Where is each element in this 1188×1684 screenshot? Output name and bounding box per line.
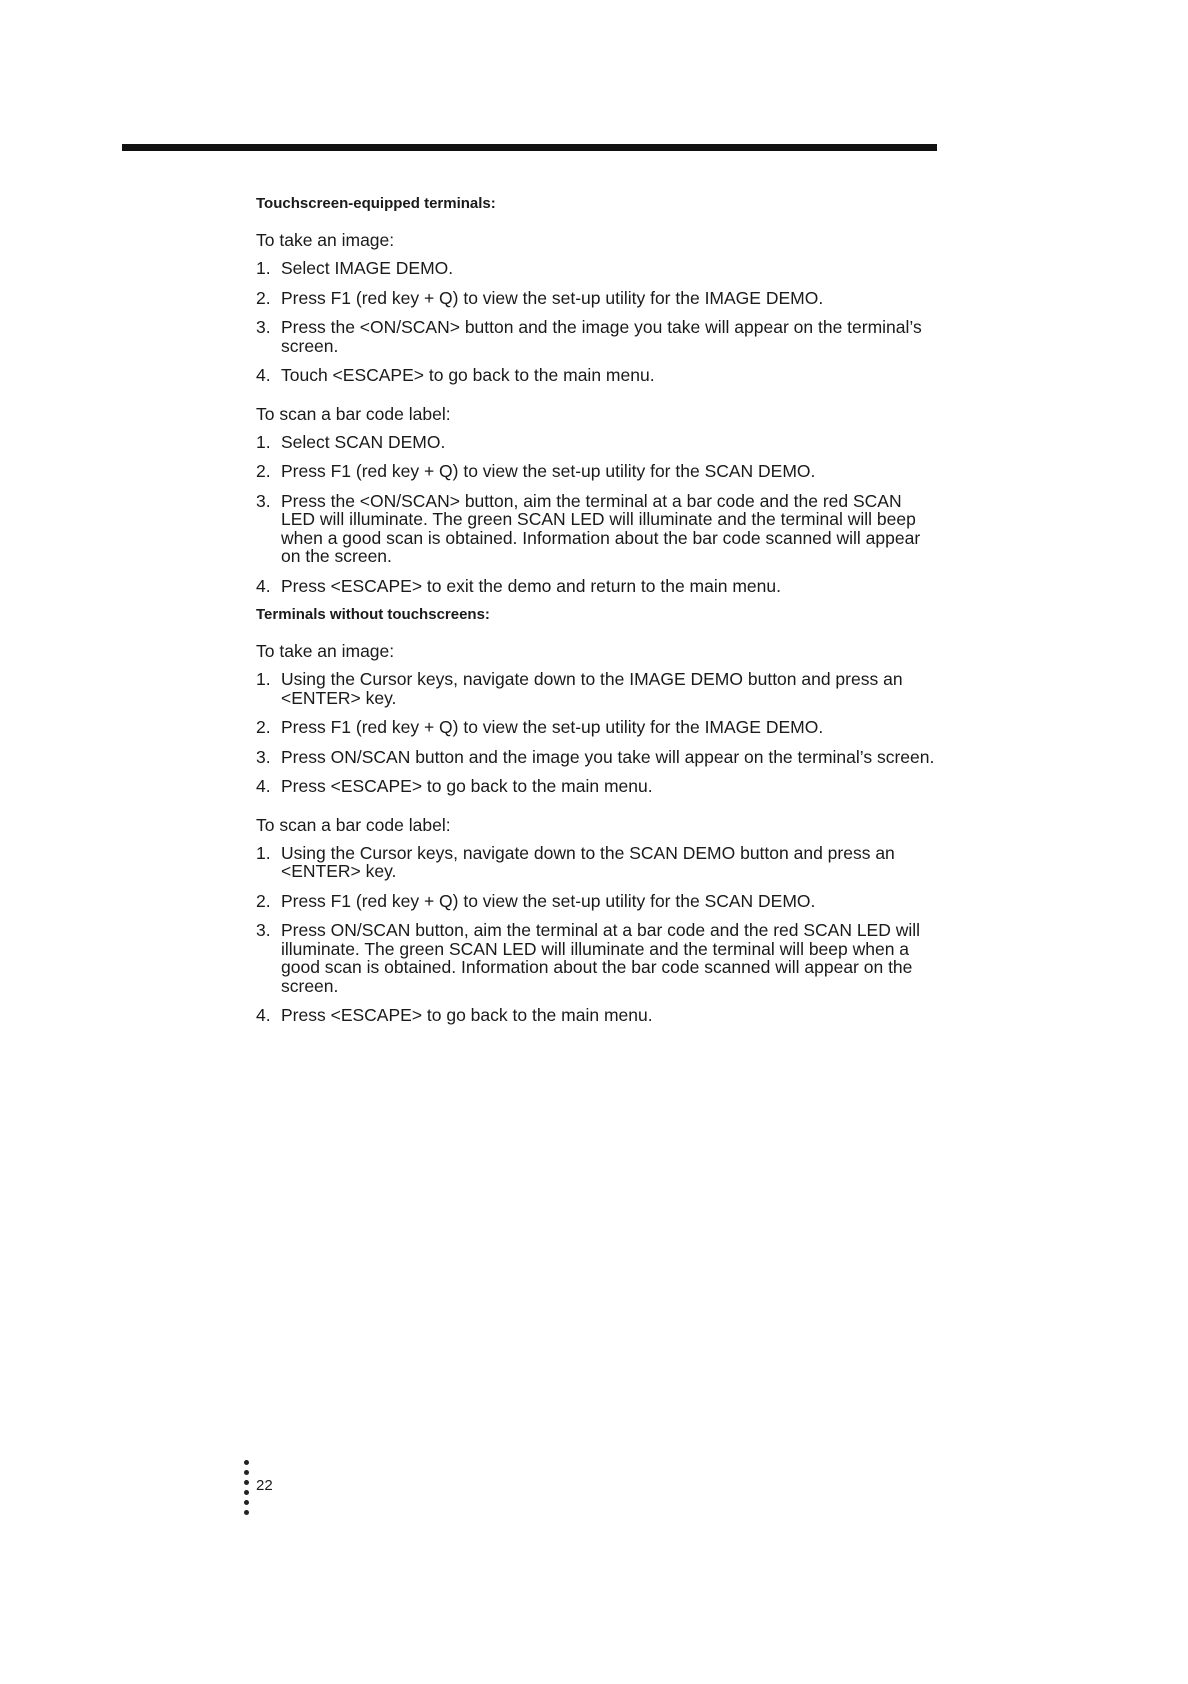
list-item xyxy=(256,921,936,995)
list-item xyxy=(256,289,936,308)
list-item xyxy=(256,670,936,707)
list-item xyxy=(256,318,936,355)
footer-dot xyxy=(244,1510,249,1515)
step-text: Using the Cursor keys, navigate down to the IMAGE DEMO button and press an <ENTER> key. xyxy=(281,669,903,708)
footer-dot xyxy=(244,1480,249,1485)
step-number: 3. xyxy=(256,490,271,511)
step-number: 1. xyxy=(256,842,271,863)
list-item xyxy=(256,718,936,737)
step-number: 4. xyxy=(256,575,271,596)
intro-take-image: To take an image: xyxy=(256,641,395,661)
step-number: 1. xyxy=(256,258,271,278)
step-number: 1. xyxy=(256,669,271,689)
footer-dots xyxy=(244,1460,250,1520)
step-text: Using the Cursor keys, navigate down to the SCAN DEMO button and press an <ENTER> key. xyxy=(281,842,895,881)
step-text: Press F1 (red key + Q) to view the set-up utility for the IMAGE DEMO. xyxy=(281,717,824,737)
intro-take-image: To take an image: xyxy=(256,230,395,250)
page-footer xyxy=(244,1460,304,1530)
step-number: 3. xyxy=(256,746,271,767)
step-number: 2. xyxy=(256,461,271,481)
section-heading-touchscreen: Touchscreen-equipped terminals: xyxy=(256,195,496,212)
step-text: Select SCAN DEMO. xyxy=(281,431,446,452)
step-number: 4. xyxy=(256,776,271,796)
section-heading-no-touchscreen: Terminals without touchscreens: xyxy=(256,606,490,623)
list-item xyxy=(256,892,936,911)
step-number: 3. xyxy=(256,317,271,337)
intro-scan-barcode: To scan a bar code label: xyxy=(256,403,451,424)
list-item xyxy=(256,577,936,596)
step-text: Press F1 (red key + Q) to view the set-up utility for the SCAN DEMO. xyxy=(281,890,816,911)
list-item xyxy=(256,777,936,796)
step-text: Press the <ON/SCAN> button and the image you take will appear on the terminal’s screen. xyxy=(281,317,922,356)
step-text: Press the <ON/SCAN> button, aim the terminal at a bar code and the red SCAN LED will illuminate. The green SCAN LED will illuminate and the terminal will beep when a good scan is obtained. Information about the bar code scanned will appear on the screen. xyxy=(281,490,921,566)
header-rule xyxy=(122,144,937,151)
step-text: Press ON/SCAN button, aim the terminal at a bar code and the red SCAN LED will illuminate. The green SCAN LED will illuminate and the terminal will beep when a good scan is obtained. Information about the bar code scanned will appear on the screen. xyxy=(281,920,921,996)
step-text: Press F1 (red key + Q) to view the set-up utility for the SCAN DEMO. xyxy=(281,461,816,481)
footer-dot xyxy=(244,1490,249,1495)
footer-dot xyxy=(244,1500,249,1505)
step-number: 4. xyxy=(256,1005,271,1025)
step-number: 2. xyxy=(256,717,271,737)
step-text: Press <ESCAPE> to go back to the main menu. xyxy=(281,776,653,796)
list-item xyxy=(256,433,936,452)
step-text: Press F1 (red key + Q) to view the set-up utility for the IMAGE DEMO. xyxy=(281,287,824,308)
step-text: Press <ESCAPE> to exit the demo and return to the main menu. xyxy=(281,575,781,596)
intro-scan-barcode: To scan a bar code label: xyxy=(256,814,451,835)
page-content xyxy=(256,194,936,1036)
step-number: 2. xyxy=(256,287,271,308)
step-number: 2. xyxy=(256,890,271,911)
list-item xyxy=(256,1006,936,1025)
step-text: Press <ESCAPE> to go back to the main menu. xyxy=(281,1005,653,1025)
list-item xyxy=(256,492,936,566)
step-text: Press ON/SCAN button and the image you take will appear on the terminal’s screen. xyxy=(281,746,935,767)
step-number: 3. xyxy=(256,920,271,940)
list-item xyxy=(256,844,936,881)
footer-dot xyxy=(244,1470,249,1475)
list-item xyxy=(256,366,936,385)
steps-scan-barcode-touchscreen xyxy=(256,433,936,596)
steps-scan-barcode-keys xyxy=(256,844,936,1025)
step-number: 1. xyxy=(256,431,271,452)
list-item xyxy=(256,462,936,481)
step-text: Touch <ESCAPE> to go back to the main menu. xyxy=(281,365,655,385)
steps-take-image-touchscreen xyxy=(256,259,936,385)
step-number: 4. xyxy=(256,365,271,385)
list-item xyxy=(256,748,936,767)
steps-take-image-keys xyxy=(256,670,936,796)
list-item xyxy=(256,259,936,278)
page-number: 22 xyxy=(256,1477,273,1494)
footer-dot xyxy=(244,1460,249,1465)
step-text: Select IMAGE DEMO. xyxy=(281,258,454,278)
